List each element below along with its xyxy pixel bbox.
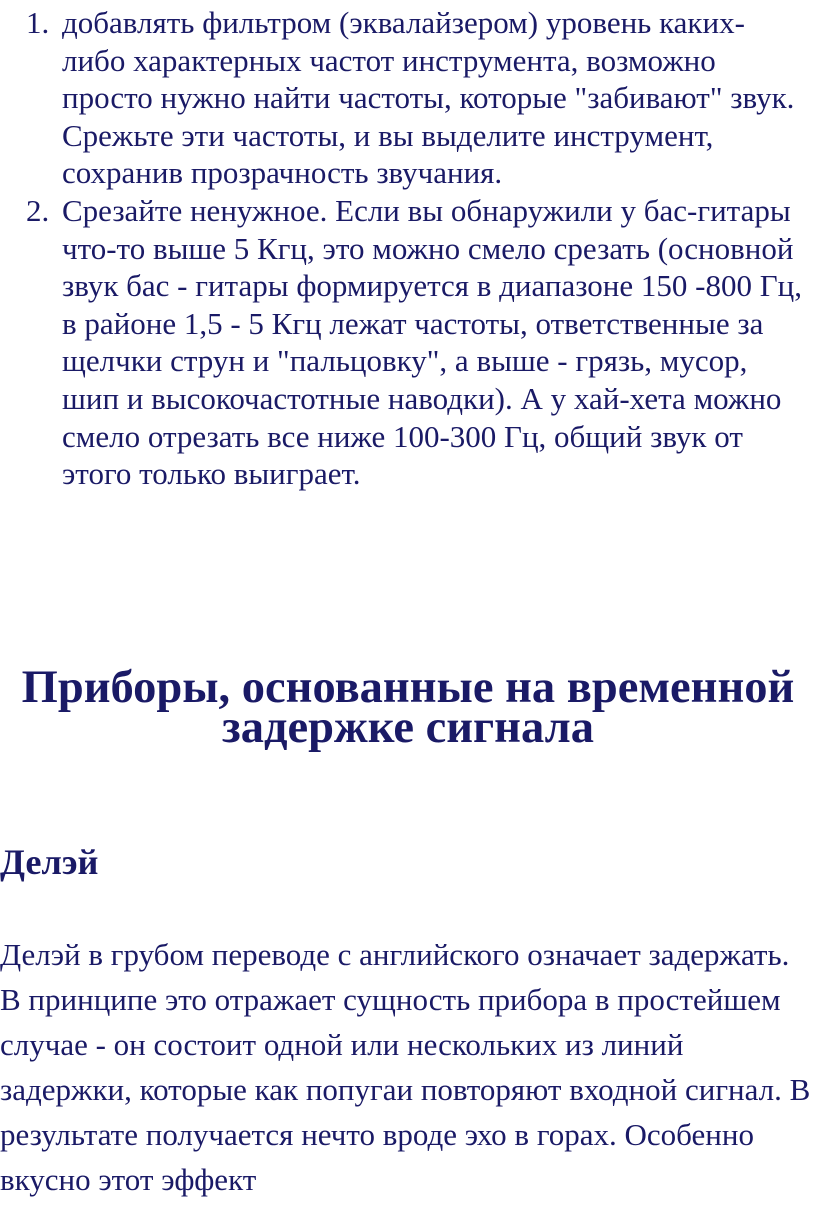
section-heading: Приборы, основанные на временной задержке сигнала bbox=[21, 662, 795, 753]
list-item-number: 2. bbox=[26, 192, 50, 228]
list-item-number: 1. bbox=[26, 5, 50, 40]
subheading: Делэй bbox=[0, 842, 99, 882]
list-item bbox=[0, 192, 816, 493]
list-item-text: добавлять фильтром (эквалайзером) уровень каких-либо характерных частот инструмента, возможно просто нужно найти частоты, которые "забивают" звук. Срежьте эти частоты, и вы выделите инструмент, сохранив прозрачность звучания. bbox=[62, 5, 795, 191]
numbered-list bbox=[0, 4, 816, 493]
body-paragraph: Делэй в грубом переводе с английского означает задержать. В принципе это отражает сущность прибора в простейшем случае - он состоит одной или нескольких из линий задержки, которые как попугаи повторяют входной сигнал. В результате получается нечто вроде эхо в горах. Особенно вкусно этот эффект bbox=[0, 937, 811, 1197]
list-item bbox=[0, 4, 816, 192]
list-item-text: Срезайте ненужное. Если вы обнаружили у бас-гитары что-то выше 5 Кгц, это можно смело срезать (основной звук бас - гитары формируется в диапазоне 150 -800 Гц, в районе 1,5 - 5 Кгц лежат частоты, ответственные за щелчки струн и "пальцовку", а выше - грязь, мусор, шип и высокочастотные наводки). А у хай-хета можно смело отрезать все ниже 100-300 Гц, общий звук от этого только выиграет. bbox=[62, 192, 802, 492]
